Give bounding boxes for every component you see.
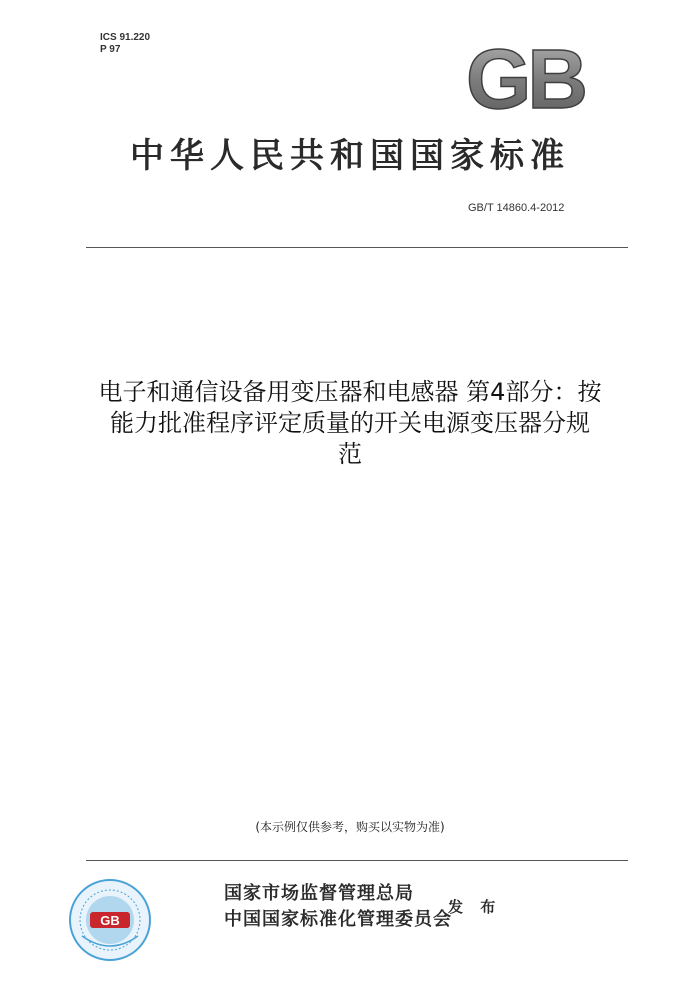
gb-logo-icon <box>460 36 590 118</box>
issuer-line: 中国国家标准化管理委员会 <box>224 909 452 930</box>
document-title-line: 电子和通信设备用变压器和电感器 第4部分：按 <box>98 378 602 406</box>
svg-text:GB: GB <box>466 36 584 118</box>
ics-code: ICS 91.220 <box>100 32 151 43</box>
svg-text:GB: GB <box>100 913 120 928</box>
document-title-line: 范 <box>338 440 362 468</box>
standard-number: GB/T 14860.4-2012 <box>468 202 565 214</box>
issue-label: 发 布 <box>448 898 502 916</box>
bottom-divider <box>86 860 628 861</box>
document-title <box>40 377 660 470</box>
sample-note: (本示例仅供参考，购买以实物为准) <box>255 820 445 834</box>
issuing-authorities <box>224 881 452 933</box>
issuer-line: 国家市场监督管理总局 <box>224 883 414 904</box>
classification-codes <box>100 32 150 56</box>
ccs-code: P 97 <box>100 44 121 55</box>
top-divider <box>86 247 628 248</box>
certification-seal-icon <box>68 878 152 962</box>
document-title-line: 能力批准程序评定质量的开关电源变压器分规 <box>110 409 590 437</box>
national-standard-title: 中华人民共和国国家标准 <box>130 136 570 176</box>
